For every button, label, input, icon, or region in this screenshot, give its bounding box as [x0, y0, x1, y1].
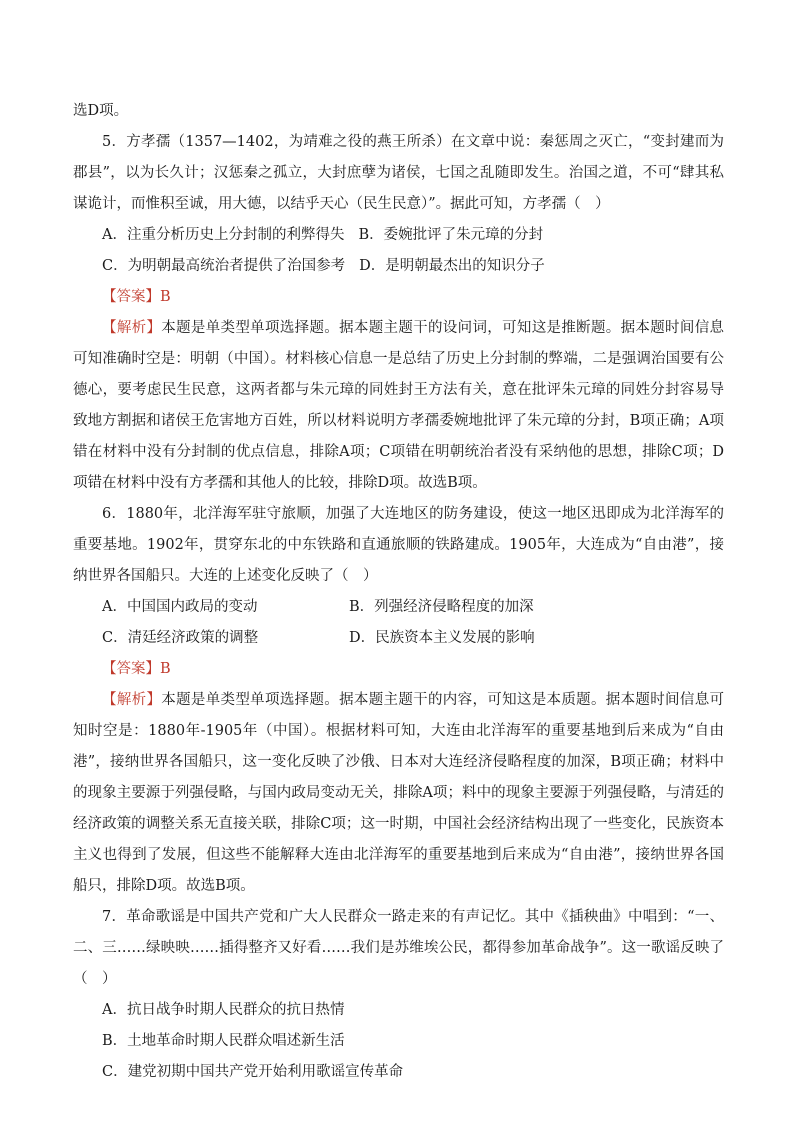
q6-answer — [73, 654, 724, 685]
q6-analysis-text: 本题是单类型单项选择题。据本题主题干的内容，可知这是本质题。据本题时间信息可知时空是：1880年-1905年（中国）。根据材料可知，大连由北洋海军的重要基地到后来成为“自由港”，接纳世界各国船只，这一变化反映了沙俄、日本对大连经济侵略程度的加深，B项正确；材料中的现象主要源于列强侵略，与国内政局变动无关，排除A项；料中的现象主要源于列强侵略，与清廷的经济政策的调整关系无直接关联，排除C项；这一时期，中国社会经济结构出现了一些变化，民族资本主义也得到了发展，但这些不能解释大连由北洋海军的重要基地到后来成为“自由港”，接纳世界各国船只，排除D项。故选B项。 — [73, 692, 725, 894]
q6-option-a: A．中国国内政局的变动 — [102, 599, 258, 615]
q7-option-b-row — [73, 1026, 724, 1057]
q5-answer — [73, 282, 724, 313]
q7-option-a-row — [73, 995, 724, 1026]
q5-answer-value: B — [160, 289, 171, 305]
q5-answer-label: 【答案】 — [102, 289, 160, 305]
q6-options-row-1 — [73, 592, 724, 623]
q7-option-c-row — [73, 1057, 724, 1088]
q5-options-row-2 — [73, 251, 724, 282]
q5-analysis — [73, 313, 724, 499]
q6-analysis — [73, 685, 724, 902]
q5-analysis-label: 【解析】 — [102, 320, 162, 336]
q5-option-d: D．是明朝最杰出的知识分子 — [359, 258, 545, 274]
q6-analysis-label: 【解析】 — [102, 692, 162, 708]
q6-answer-value: B — [160, 661, 171, 677]
q5-option-a: A．注重分析历史上分封制的利弊得失 — [102, 227, 345, 243]
q7-option-a: A．抗日战争时期人民群众的抗日热情 — [102, 1002, 345, 1018]
q7-option-b: B．土地革命时期人民群众唱述新生活 — [102, 1033, 345, 1049]
q6-options-row-2 — [73, 623, 724, 654]
q7-stem: 7．革命歌谣是中国共产党和广大人民群众一路走来的有声记忆。其中《插秧曲》中唱到：“一、二、三……绿映映……插得整齐又好看……我们是苏维埃公民，都得参加革命战争”。这一歌谣反映了（ ） — [73, 909, 724, 987]
q5-stem: 5．方孝孺（1357—1402，为靖难之役的燕王所杀）在文章中说：秦惩周之灭亡，“变封建而为郡县”，以为长久计；汉惩秦之孤立，大封庶孽为诸侯，七国之乱随即发生。治国之道，不可“肆其私谋诡计，而惟积至诚，用大德，以结乎天心（民生民意）”。据此可知，方孝孺（ ） — [73, 134, 724, 212]
q6-option-c: C．清廷经济政策的调整 — [102, 630, 259, 646]
q6-stem: 6．1880年，北洋海军驻守旅顺，加强了大连地区的防务建设，使这一地区迅即成为北洋海军的重要基地。1902年，贯穿东北的中东铁路和直通旅顺的铁路建成。1905年，大连成为“自由港”，接纳世界各国船只。大连的上述变化反映了（ ） — [73, 506, 724, 584]
continued-answer-line: 选D项。 — [73, 103, 129, 119]
q5-options-row-1 — [73, 220, 724, 251]
q5-option-b: B．委婉批评了朱元璋的分封 — [358, 227, 544, 243]
q5-analysis-text: 本题是单类型单项选择题。据本题主题干的设问词，可知这是推断题。据本题时间信息可知准确时空是：明朝（中国）。材料核心信息一是总结了历史上分封制的弊端，二是强调治国要有公德心，要考虑民生民意，这两者都与朱元璋的同姓封王方法有关，意在批评朱元璋的同姓分封容易导致地方割据和诸侯王危害地方百姓，所以材料说明方孝孺委婉地批评了朱元璋的分封，B项正确；A项错在材料中没有分封制的优点信息，排除A项；C项错在明朝统治者没有采纳他的思想，排除C项；D项错在材料中没有方孝孺和其他人的比较，排除D项。故选B项。 — [73, 320, 725, 491]
q6-option-b: B．列强经济侵略程度的加深 — [349, 599, 534, 615]
q7-option-c: C．建党初期中国共产党开始利用歌谣宣传革命 — [102, 1064, 404, 1080]
q6-option-d: D．民族资本主义发展的影响 — [349, 630, 535, 646]
q6-answer-label: 【答案】 — [102, 661, 160, 677]
q5-option-c: C．为明朝最高统治者提供了治国参考 — [102, 258, 346, 274]
